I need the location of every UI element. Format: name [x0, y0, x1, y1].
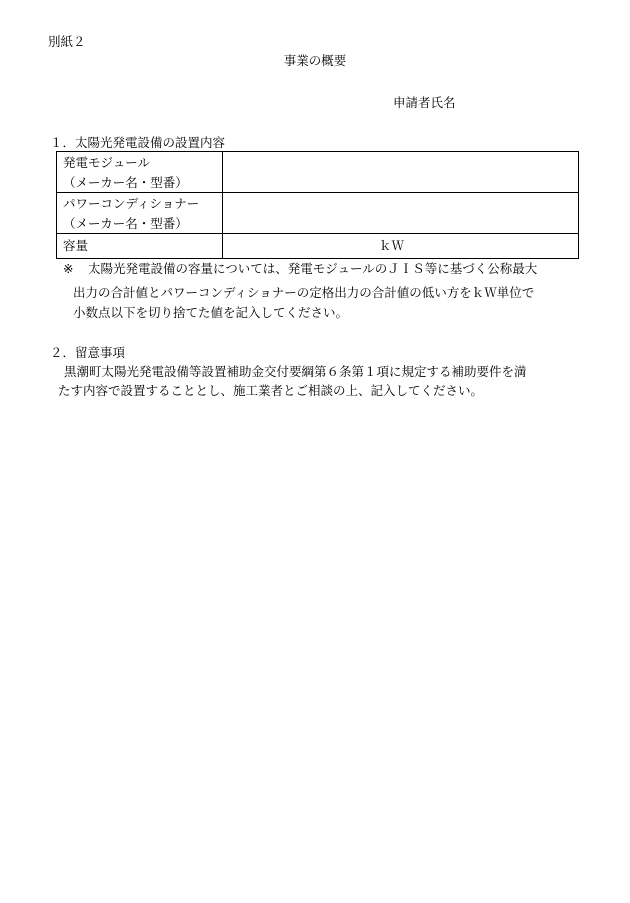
applicant-name-label: 申請者氏名 — [393, 95, 456, 110]
capacity-label: 容量 — [63, 238, 89, 253]
table-row-module — [57, 152, 579, 193]
note-line-1: 太陽光発電設備の容量については、発電モジュールのＪＩＳ等に基づく公称最大 — [88, 261, 538, 276]
capacity-value-cell[interactable] — [223, 234, 579, 259]
module-maker-model-label: （メーカー名・型番） — [63, 175, 188, 190]
section2-heading: ２．留意事項 — [50, 345, 126, 360]
precaution-line-1: 黒潮町太陽光発電設備等設置補助金交付要綱第６条第１項に規定する補助要件を満 — [64, 364, 527, 379]
module-label: 発電モジュール — [63, 155, 151, 170]
power-conditioner-label-cell — [57, 193, 223, 234]
document-title: 事業の概要 — [283, 53, 347, 68]
section1-heading: １．太陽光発電設備の設置内容 — [50, 135, 226, 150]
module-label-cell — [57, 152, 223, 193]
attachment-label: 別紙２ — [48, 34, 86, 49]
precaution-line-2: たす内容で設置することとし、施工業者とご相談の上、記入してください。 — [58, 383, 484, 398]
note-line-2: 出力の合計値とパワーコンディショナーの定格出力の合計値の低い方をｋＷ単位で — [73, 285, 535, 300]
note-mark: ※ — [63, 261, 74, 276]
power-conditioner-maker-model-label: （メーカー名・型番） — [63, 216, 188, 231]
capacity-unit-kw: ｋＷ — [378, 238, 404, 253]
note-line-3: 小数点以下を切り捨てた値を記入してください。 — [73, 305, 349, 320]
table-row-capacity — [57, 234, 579, 259]
table-row-power-conditioner — [57, 193, 579, 234]
capacity-label-cell — [57, 234, 223, 259]
power-conditioner-value-cell[interactable] — [223, 193, 579, 234]
power-conditioner-label: パワーコンディショナー — [63, 196, 200, 211]
module-value-cell[interactable] — [223, 152, 579, 193]
installation-details-table — [56, 151, 579, 259]
